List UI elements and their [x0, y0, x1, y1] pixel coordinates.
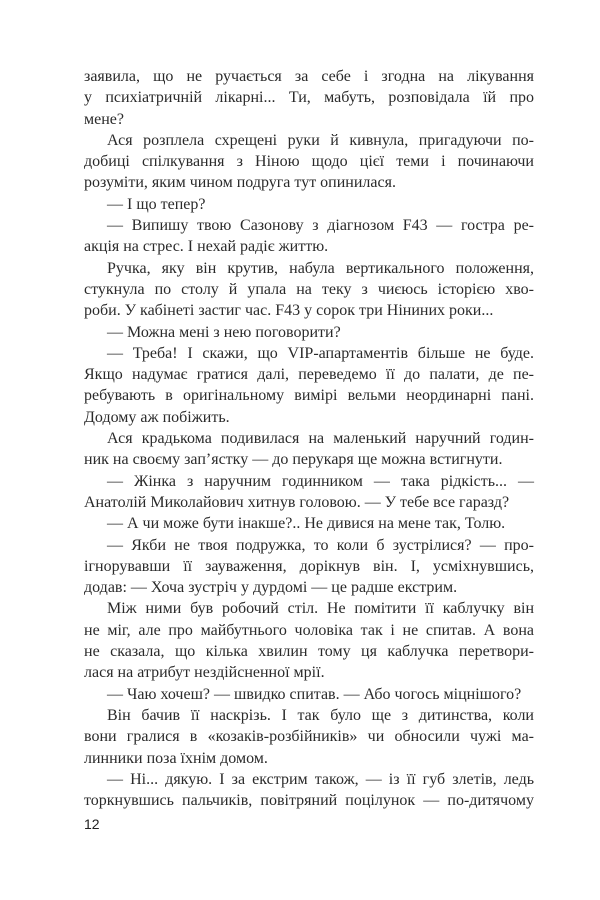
text-line: Ручка, яку він крутив, набула вертикального положення, — [107, 259, 534, 277]
text-line: роби. У кабінеті застиг час. F43 у сорок три Ніниних роки... — [84, 302, 494, 320]
text-line: мене? — [84, 110, 124, 128]
text-line: — І що тепер? — [107, 195, 206, 213]
text-line: у психіатричній лікарні... Ти, мабуть, розповідала їй про — [84, 89, 534, 107]
text-line: — А чи може бути інакше?.. Не дивися на мене так, Толю. — [107, 515, 506, 533]
text-line: розуміти, яким чином подруга тут опинилася. — [84, 174, 396, 192]
text-line: вони гралися в «козаків-розбійників» чи обносили чужі ма- — [84, 728, 534, 746]
text-line: ігнорувавши її зауваження, дорікнув він. І, усміхнувшись, — [84, 557, 534, 575]
text-line: додав: — Хоча зустріч у дурдомі — це радше екстрим. — [84, 579, 458, 597]
text-line: — Жінка з наручним годинником — така рідкість... — — [107, 472, 534, 490]
text-line: — Випишу твою Сазонову з діагнозом F43 — гостра ре- — [107, 217, 534, 235]
text-line: — Ні... дякую. І за екстрим також, — із її губ злетів, ледь — [107, 770, 534, 788]
text-line: стукнула по столу й упала на теку з чиєюсь історією хво- — [84, 280, 534, 298]
text-line: Він бачив її наскрізь. І так було ще з дитинства, коли — [107, 706, 534, 724]
text-line: ник на своєму зап’ястку — до перукаря ще можна встигнути. — [84, 451, 503, 469]
text-line: Між ними був робочий стіл. Не помітити її каблучку він — [107, 600, 534, 618]
text-line: не сказала, що кілька хвилин тому ця каблучка перетвори- — [84, 643, 534, 661]
text-line: — Чаю хочеш? — швидко спитав. — Або чогось міцнішого? — [107, 685, 522, 703]
text-line: заявила, що не ручається за себе і згодна на лікування — [84, 68, 534, 85]
body-text — [84, 66, 534, 811]
text-line: акція на стрес. І нехай радіє життю. — [84, 238, 329, 256]
text-line: Анатолій Миколайович хитнув головою. — У тебе все гаразд? — [84, 493, 510, 511]
text-line: торкнувшись пальчиків, повітряний поцілунок — по-дитячому — [84, 792, 534, 810]
text-line: — Треба! І скажи, що VIP-апартаментів більше не буде. — [107, 344, 534, 362]
text-line: не міг, але про майбутнього чоловіка так і не спитав. А вона — [84, 621, 534, 639]
text-line: лася на атрибут нездійсненної мрії. — [84, 664, 325, 682]
text-line: — Можна мені з нею поговорити? — [107, 323, 341, 341]
text-line: Ася розплела схрещені руки й кивнула, пригадуючи по- — [107, 131, 534, 149]
text-line: Якщо надумає гратися далі, переведемо її до палати, де пе- — [84, 366, 534, 384]
text-line: Додому аж побіжить. — [84, 408, 230, 426]
page-number: 12 — [84, 816, 100, 832]
text-line: добиці спілкування з Ніною щодо цієї теми і починаючи — [84, 153, 534, 171]
text-line: ребувають в оригінальному вимірі вельми неординарні пані. — [84, 387, 534, 405]
text-line: — Якби не твоя подружка, то коли б зустрілися? — про- — [107, 536, 534, 554]
text-line: линники поза їхнім домом. — [84, 749, 268, 767]
text-line: Ася крадькома подивилася на маленький наручний годин- — [107, 430, 534, 448]
